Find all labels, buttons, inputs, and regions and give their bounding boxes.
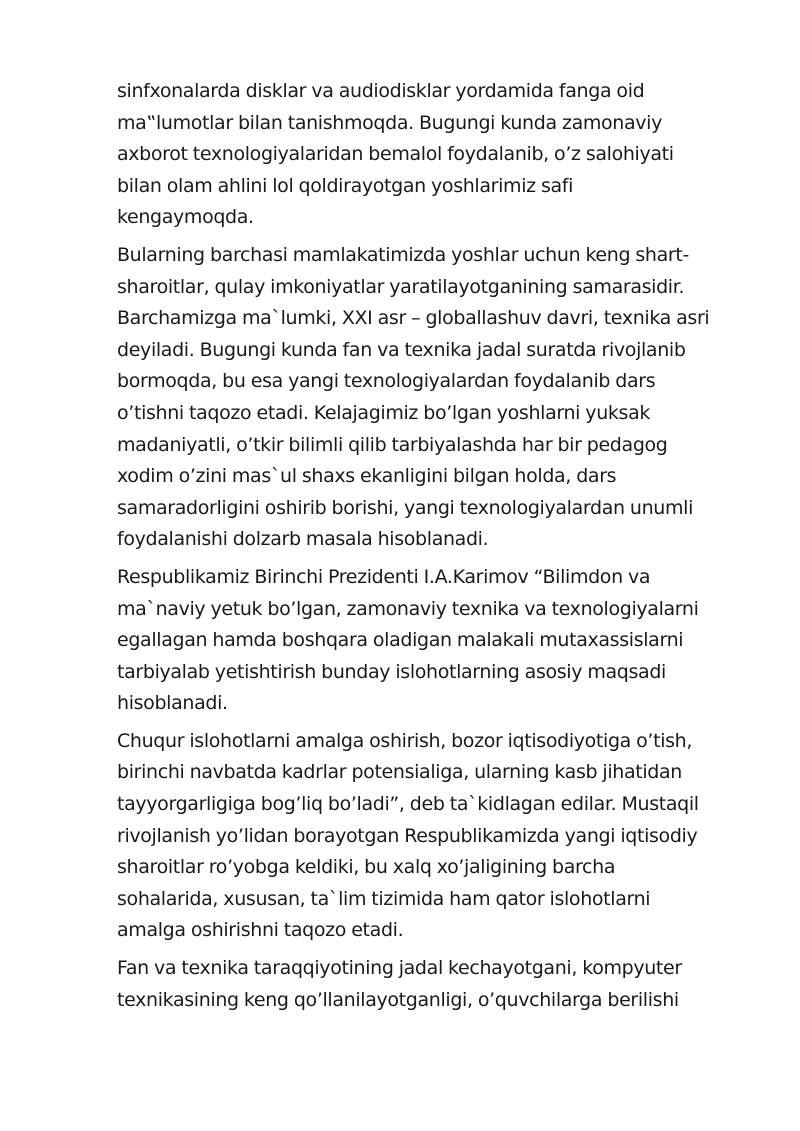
text-line: madaniyatli, o’tkir bilimli qilib tarbiyalashda har bir pedagog	[117, 433, 668, 456]
text-line: o’tishni taqozo etadi. Kelajagimiz bo’lgan yoshlarni yuksak	[117, 401, 651, 424]
text-line: foydalanishi dolzarb masala hisoblanadi.	[117, 528, 489, 551]
text-line: deyiladi. Bugungi kunda fan va texnika jadal suratda rivojlanib	[117, 338, 686, 361]
text-line: egallagan hamda boshqara oladigan malakali mutaxassislarni	[117, 629, 684, 652]
text-line: rivojlanish yo’lidan borayotgan Respublikamizda yangi iqtisodiy	[117, 824, 698, 847]
text-line: Respublikamiz Birinchi Prezidenti I.A.Karimov “Bilimdon va	[117, 565, 651, 588]
text-line: sohalarida, xususan, ta`lim tizimida ham qator islohotlarni	[117, 887, 651, 910]
text-line: sharoitlar ro’yobga keldiki, bu xalq xo’jaligining barcha	[117, 856, 616, 879]
text-line: bilan olam ahlini lol qoldirayotgan yoshlarimiz safi	[117, 174, 574, 197]
text-line: samaradorligini oshirib borishi, yangi texnologiyalardan unumli	[117, 496, 693, 519]
paragraph-4	[117, 726, 737, 947]
text-line: texnikasining keng qo’llanilayotganligi, o’quvchilarga berilishi	[117, 988, 679, 1011]
paragraph-1	[117, 76, 737, 234]
text-line: ma`naviy yetuk bo’lgan, zamonaviy texnika va texnologiyalarni	[117, 597, 699, 620]
text-line: tarbiyalab yetishtirish bunday islohotlarning asosiy maqsadi	[117, 660, 666, 683]
paragraph-3	[117, 562, 737, 720]
paragraph-5	[117, 953, 737, 1016]
text-line: ma‟lumotlar bilan tanishmoqda. Bugungi kunda zamonaviy	[117, 111, 662, 134]
paragraph-2	[117, 240, 737, 556]
text-line: bormoqda, bu esa yangi texnologiyalardan foydalanib dars	[117, 370, 656, 393]
text-line: sinfxonalarda disklar va audiodisklar yordamida fanga oid	[117, 80, 645, 102]
text-line: sharoitlar, qulay imkoniyatlar yaratilayotganining samarasidir.	[117, 275, 685, 298]
text-line: birinchi navbatda kadrlar potensialiga, ularning kasb jihatidan	[117, 761, 682, 784]
text-line: Fan va texnika taraqqiyotining jadal kechayotgani, kompyuter	[117, 957, 682, 980]
text-line: Barchamizga ma`lumki, XXI asr – globallashuv davri, texnika asri	[117, 307, 710, 330]
text-line: kengaymoqda.	[117, 206, 254, 229]
text-line: xodim o’zini mas`ul shaxs ekanligini bilgan holda, dars	[117, 465, 617, 488]
text-line: axborot texnologiyalaridan bemalol foydalanib, o’z salohiyati	[117, 143, 674, 166]
text-line: hisoblanadi.	[117, 692, 228, 715]
text-line: Bularning barchasi mamlakatimizda yoshlar uchun keng shart-	[117, 243, 689, 266]
text-line: tayyorgarligiga bog’liq bo’ladi”, deb ta`kidlagan edilar. Mustaqil	[117, 793, 699, 816]
text-line: amalga oshirishni taqozo etadi.	[117, 919, 404, 942]
document-page	[117, 76, 737, 1022]
text-line: Chuqur islohotlarni amalga oshirish, bozor iqtisodiyotiga o’tish,	[117, 729, 693, 752]
